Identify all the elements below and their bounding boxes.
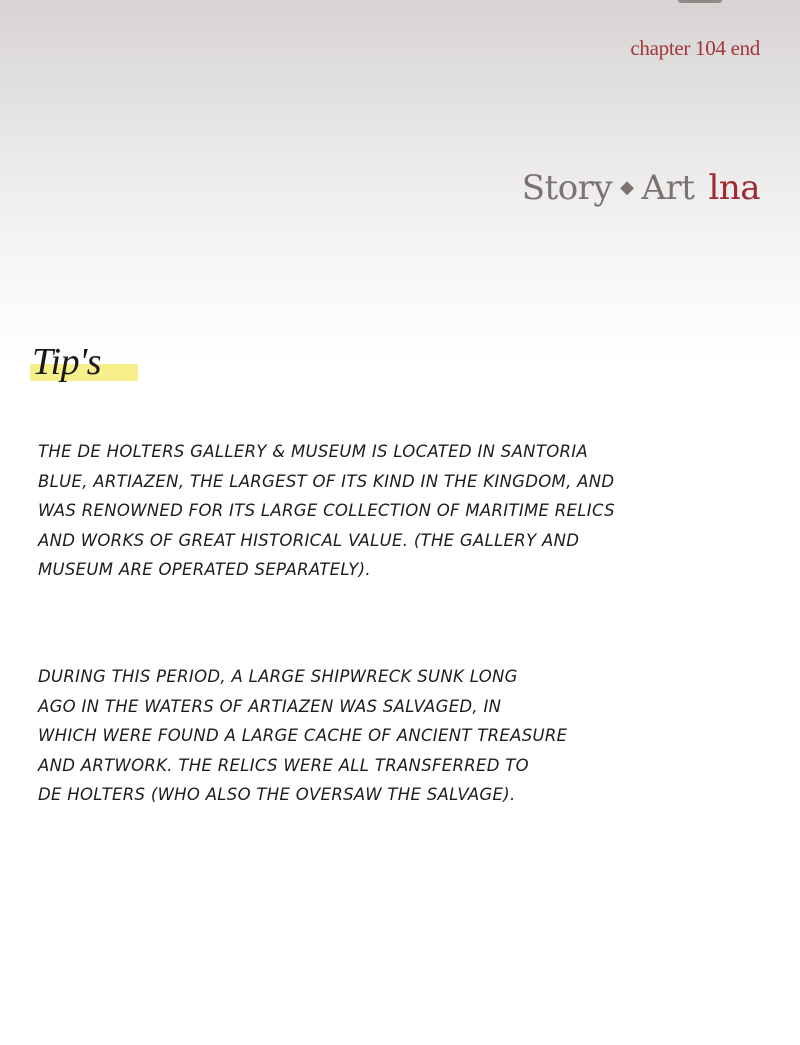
- paragraph-line: AGO IN THE WATERS OF ARTIAZEN WAS SALVAGED, IN: [38, 696, 502, 716]
- paragraph-line: WAS RENOWNED FOR ITS LARGE COLLECTION OF MARITIME RELICS: [38, 501, 615, 520]
- top-edge-mark: [678, 0, 722, 3]
- credit-line: [522, 168, 760, 208]
- paragraph-line: AND WORKS OF GREAT HISTORICAL VALUE. (THE GALLERY AND: [38, 530, 580, 550]
- paragraph-line: AND ARTWORK. THE RELICS WERE ALL TRANSFERRED TO: [38, 755, 529, 775]
- tips-title: Tip's: [32, 341, 102, 383]
- paragraph-line: DE HOLTERS (WHO ALSO THE OVERSAW THE SALVAGE).: [38, 785, 516, 804]
- paragraph-line: THE DE HOLTERS GALLERY & MUSEUM IS LOCATED IN SANTORIA: [38, 442, 589, 461]
- paragraph-line: DURING THIS PERIOD, A LARGE SHIPWRECK SUNK LONG: [38, 667, 518, 686]
- paragraph-line: WHICH WERE FOUND A LARGE CACHE OF ANCIENT TREASURE: [38, 726, 568, 745]
- tips-paragraph-1: [38, 437, 615, 585]
- paragraph-line: MUSEUM ARE OPERATED SEPARATELY).: [38, 560, 371, 579]
- credit-art-label: Art: [641, 168, 695, 208]
- credit-author: lna: [708, 168, 760, 208]
- chapter-end-label: chapter 104 end: [630, 36, 760, 60]
- paragraph-line: BLUE, ARTIAZEN, THE LARGEST OF ITS KIND IN THE KINGDOM, AND: [38, 471, 615, 491]
- credit-story-label: Story: [521, 168, 613, 208]
- diamond-icon: ◆: [620, 177, 634, 198]
- tips-paragraph-2: [38, 662, 567, 810]
